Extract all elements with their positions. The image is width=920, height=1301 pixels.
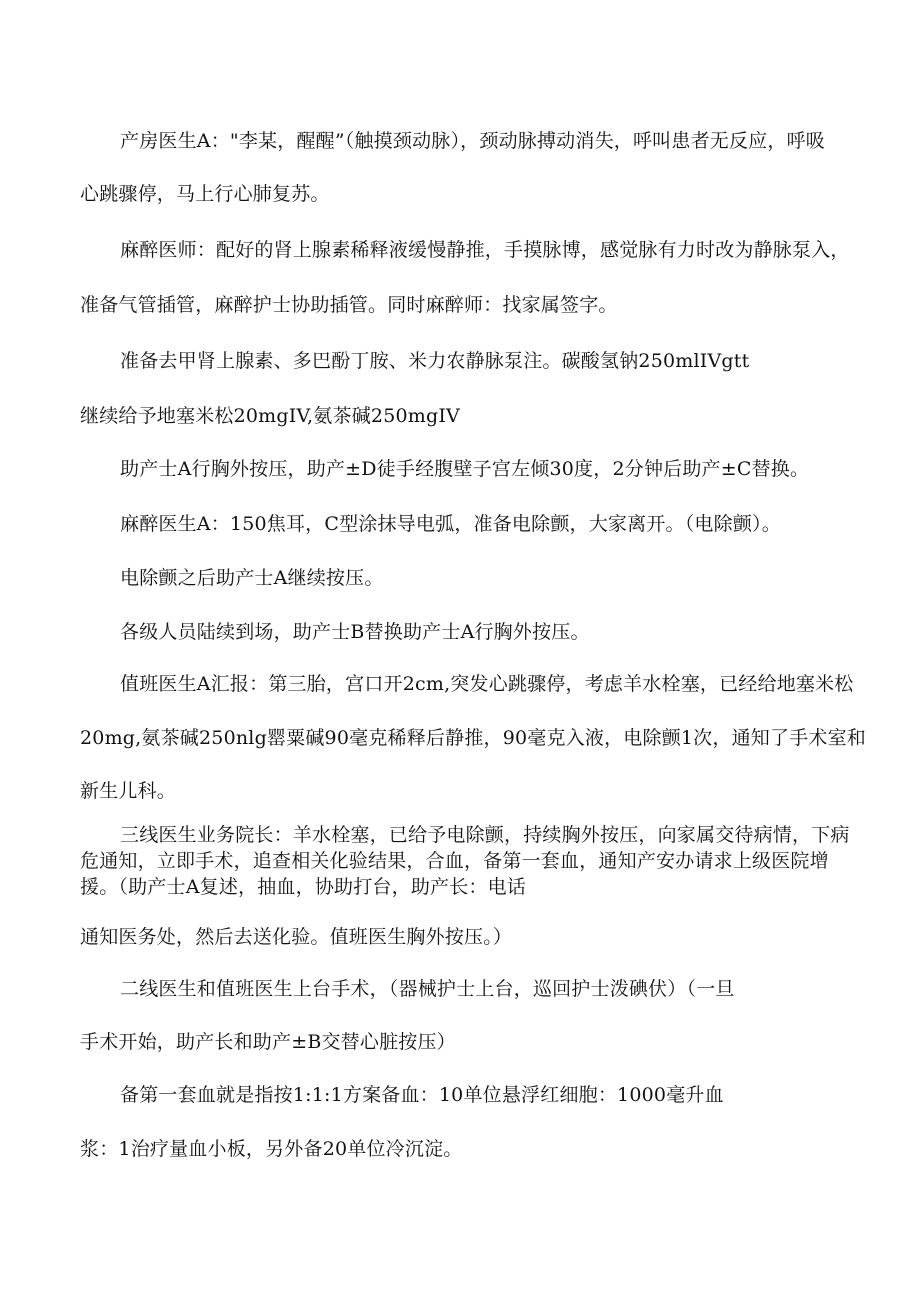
line-15: 危通知，立即手术，追查相关化验结果，合血，备第一套血，通知产安办请求上级医院增 <box>80 850 829 872</box>
line-7: 助产士A行胸外按压，助产±D徒手经腹壁子宫左倾30度，2分钟后助产±C替换。 <box>120 458 810 480</box>
line-19: 手术开始，助产长和助产±B交替心脏按压） <box>80 1031 456 1053</box>
line-1: 产房医生A："李某，醒醒”（触摸颈动脉），颈动脉搏动消失，呼叫患者无反应，呼吸 <box>120 130 825 152</box>
line-4: 准备气管插管，麻醉护士协助插管。同时麻醉师：找家属签字。 <box>80 294 618 316</box>
line-8: 麻醉医生A：150焦耳，C型涂抹导电弧，准备电除颤，大家离开。（电除颤）。 <box>120 513 781 535</box>
line-18: 二线医生和值班医生上台手术，（器械护士上台，巡回护士泼碘伏）（一旦 <box>120 978 735 1000</box>
line-12: 20mg,氨茶碱250nlg罂粟碱90毫克稀释后静推，90毫克入液，电除颤1次，通知了手术室和 <box>80 727 866 749</box>
line-20: 备第一套血就是指按1:1:1方案备血：10单位悬浮红细胞：1000毫升血 <box>120 1084 724 1106</box>
line-9: 电除颤之后助产士A继续按压。 <box>120 567 384 589</box>
line-16: 援。（助产士A复述，抽血，协助打台，助产长：电话 <box>80 876 527 898</box>
line-5: 准备去甲肾上腺素、多巴酚丁胺、米力农静脉泵注。碳酸氢钠250mlIVgtt <box>120 350 750 372</box>
line-21: 浆：1治疗量血小板，另外备20单位冷沉淀。 <box>80 1138 463 1160</box>
line-2: 心跳骤停，马上行心肺复苏。 <box>80 183 330 205</box>
line-14: 三线医生业务院长：羊水栓塞，已给予电除颤，持续胸外按压，向家属交待病情，下病 <box>120 824 850 846</box>
line-13: 新生儿科。 <box>80 780 177 802</box>
line-6: 继续给予地塞米松20mgIV,氨茶碱250mgIV <box>80 405 460 427</box>
line-11: 值班医生A汇报：第三胎，宫口开2cm,突发心跳骤停，考虑羊水栓塞，已经给地塞米松 <box>120 673 854 695</box>
line-3: 麻醉医师：配好的肾上腺素稀释液缓慢静推，手摸脉博，感觉脉有力时改为静脉泵入， <box>120 239 850 261</box>
line-17: 通知医务处，然后去送化验。值班医生胸外按压。） <box>80 926 513 948</box>
line-10: 各级人员陆续到场，助产士B替换助产士A行胸外按压。 <box>120 621 590 643</box>
